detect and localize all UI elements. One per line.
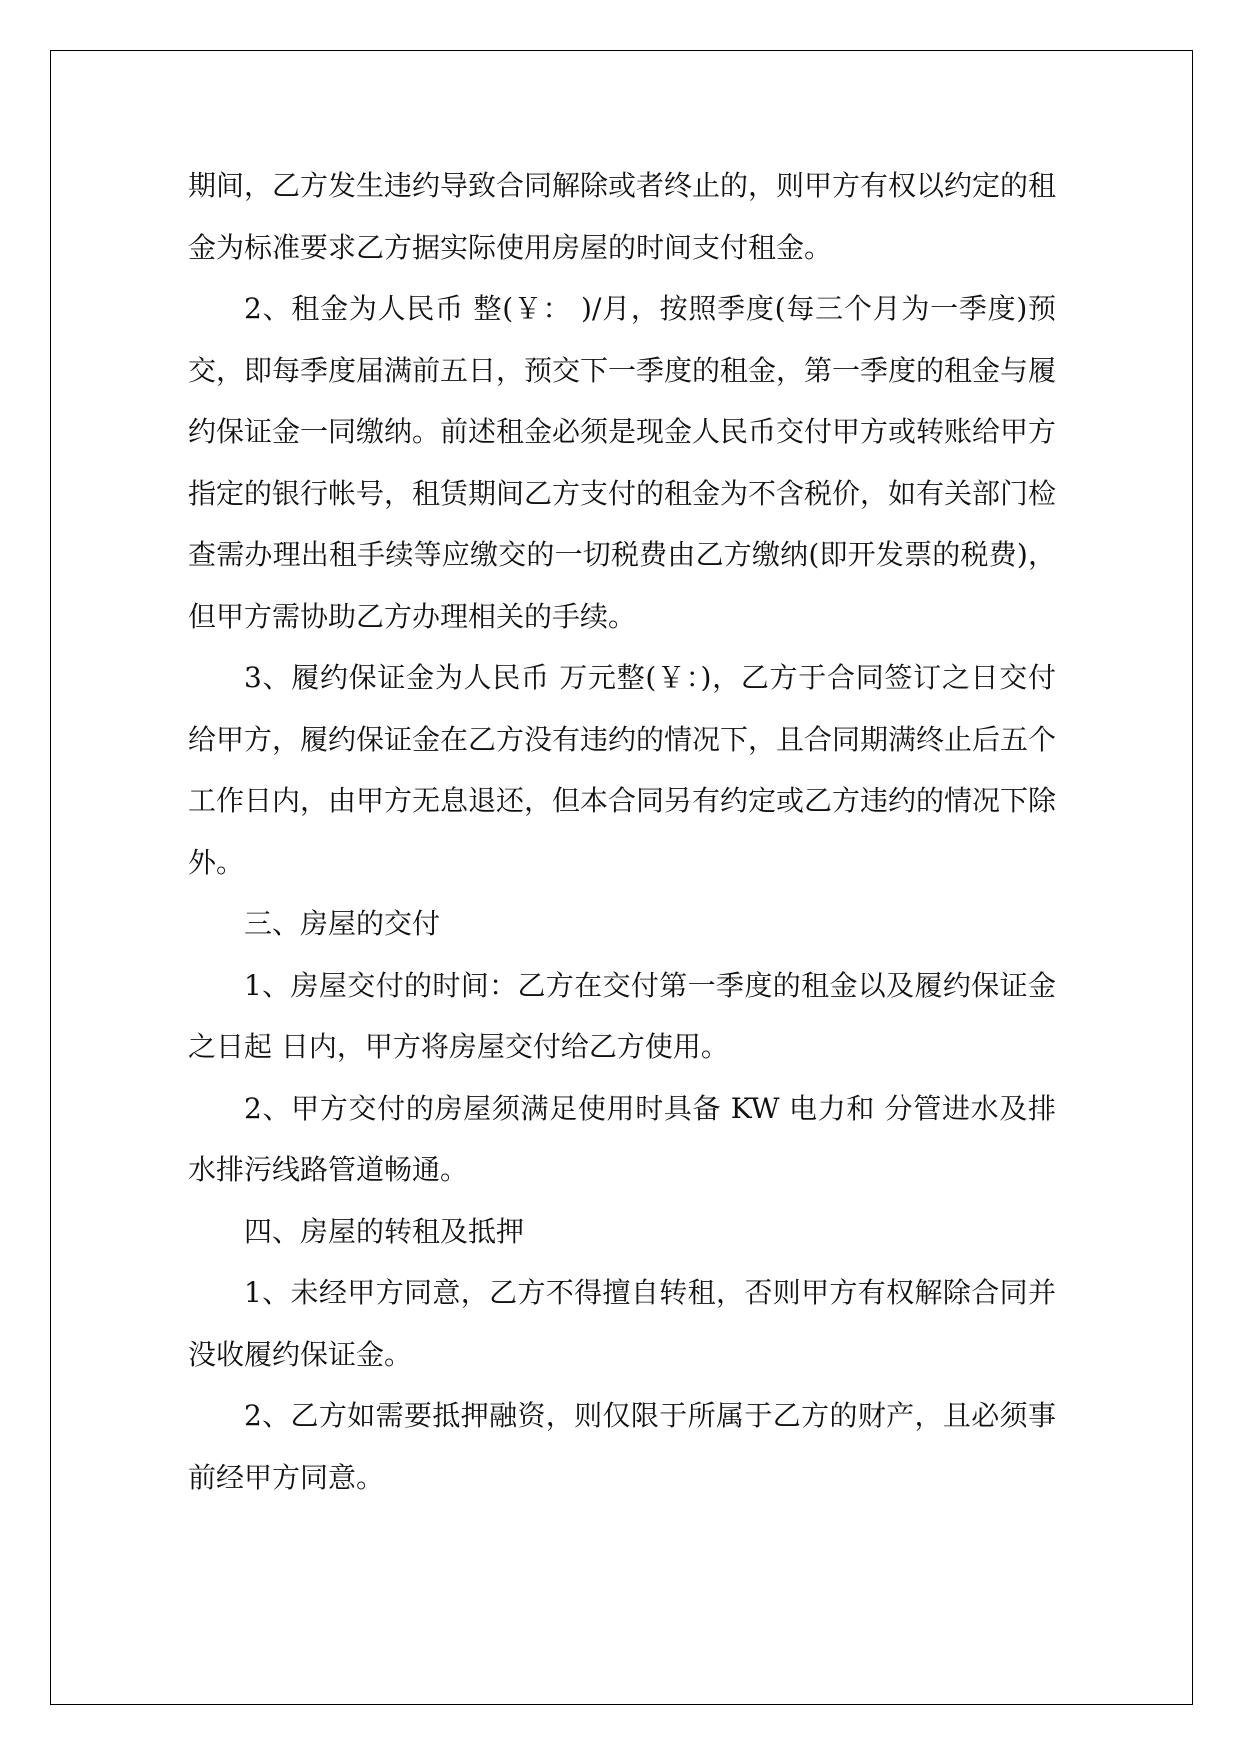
section-heading-sublease: 四、房屋的转租及抵押 xyxy=(244,1214,525,1248)
paragraph-rent-terms: 2、租金为人民币 整(￥： )/月，按照季度(每三个月为一季度)预交，即每季度届满前五日，预交下一季度的租金，第一季度的租金与履约保证金一同缴纳。前述租金必须是现金人民币交付甲方或转账给甲方指定的银行帐号，租赁期间乙方支付的租金为不含税价，如有关部门检查需办理出租手续等应缴交的一切税费由乙方缴纳(即开发票的税费)，但甲方需协助乙方办理相关的手续。 xyxy=(188,292,1057,633)
section-heading-handover: 三、房屋的交付 xyxy=(244,907,441,940)
paragraph-deposit: 3、履约保证金为人民币 万元整(￥：)，乙方于合同签订之日交付给甲方，履约保证金在乙方没有违约的情况下，且合同期满终止后五个工作日内，由甲方无息退还，但本合同另有约定或乙方违约的情况下除外。 xyxy=(188,661,1057,879)
paragraph: 期间，乙方发生违约导致合同解除或者终止的，则甲方有权以约定的租金为标准要求乙方据实际使用房屋的时间支付租金。 xyxy=(188,169,1057,264)
paragraph-handover-time: 1、房屋交付的时间：乙方在交付第一季度的租金以及履约保证金之日起 日内，甲方将房屋交付给乙方使用。 xyxy=(188,968,1056,1063)
paragraph-mortgage: 2、乙方如需要抵押融资，则仅限于所属于乙方的财产，且必须事前经甲方同意。 xyxy=(188,1399,1056,1494)
paragraph-sublease: 1、未经甲方同意，乙方不得擅自转租，否则甲方有权解除合同并没收履约保证金。 xyxy=(188,1276,1056,1371)
document-body xyxy=(188,155,1056,1508)
paragraph-handover-conditions: 2、甲方交付的房屋须满足使用时具备 KW 电力和 分管进水及排水排污线路管道畅通。 xyxy=(188,1091,1056,1186)
